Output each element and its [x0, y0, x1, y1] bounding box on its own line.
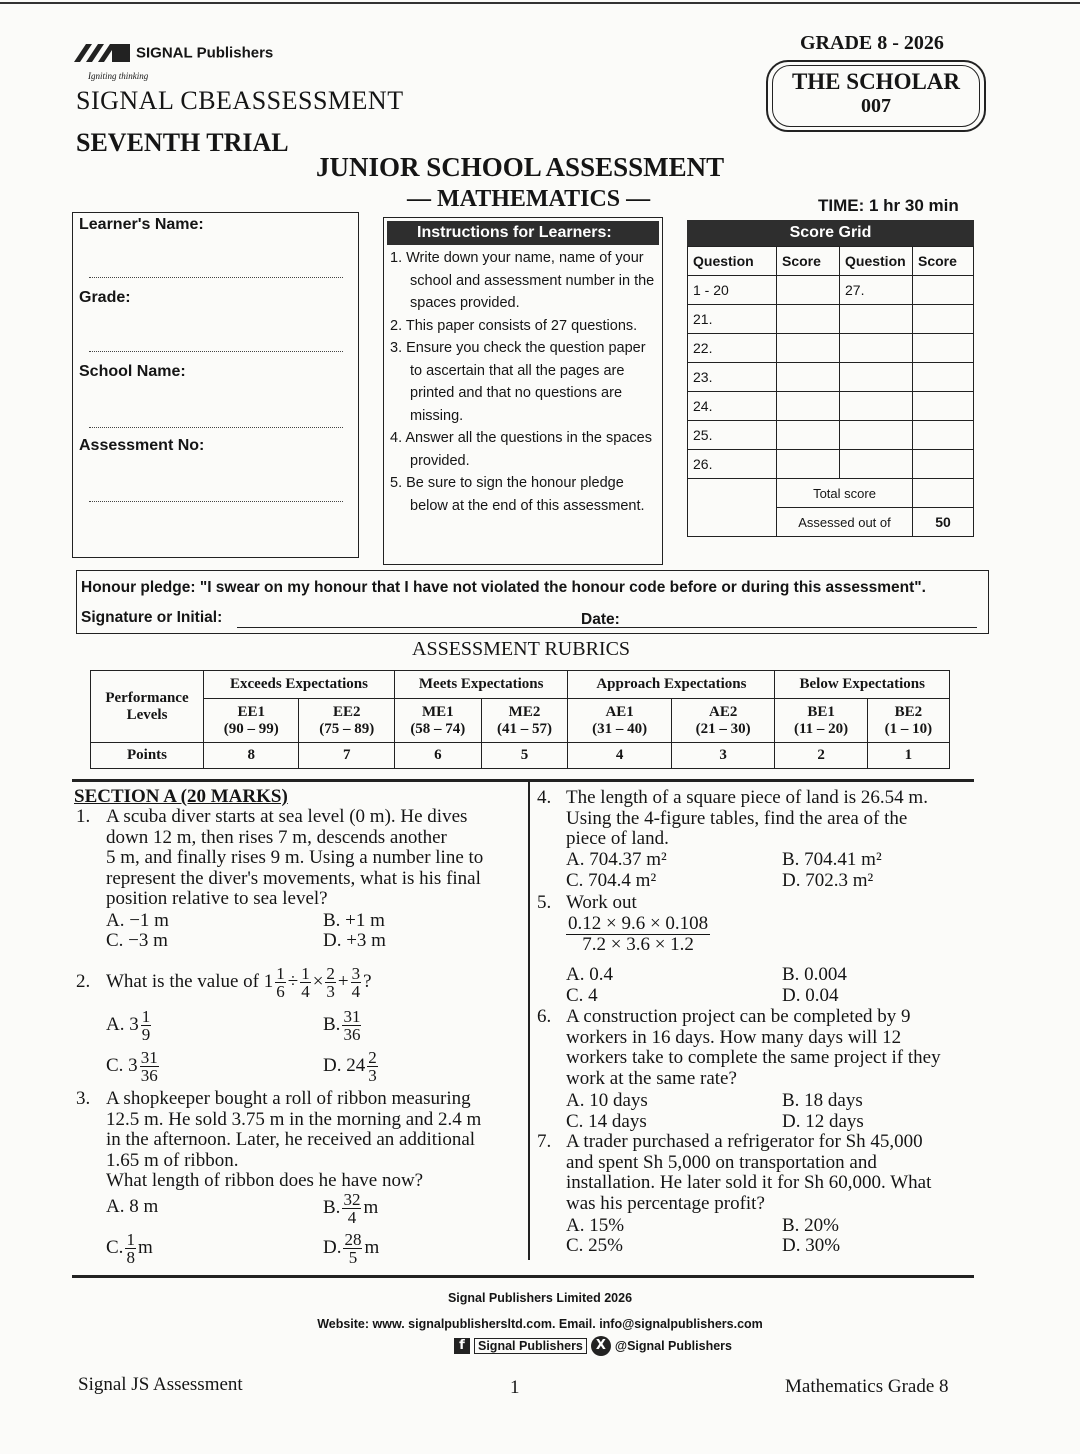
- grid-score-cell[interactable]: [777, 276, 840, 305]
- grid-question: 23.: [688, 363, 777, 392]
- q2-option-b[interactable]: [323, 1006, 363, 1044]
- instruction-item: 2. This paper consists of 27 questions.: [390, 317, 638, 334]
- question-2-stem: [106, 962, 372, 1002]
- stem-line: 1.65 m of ribbon.: [106, 1149, 239, 1171]
- rubric-group: Below Expectations: [775, 671, 950, 699]
- grid-empty-cell: [840, 421, 913, 450]
- date-label: Date:: [581, 611, 620, 628]
- option-label: B.: [323, 1014, 341, 1035]
- grid-header: Question: [688, 247, 777, 276]
- grid-score-cell[interactable]: [777, 305, 840, 334]
- q7-option-a[interactable]: A. 15%: [566, 1215, 625, 1236]
- total-score-cell[interactable]: [913, 479, 974, 508]
- grid-empty-cell: [913, 305, 974, 334]
- numerator: 28: [344, 1229, 362, 1249]
- instruction-item: 3. Ensure you check the question paper to ascertain that all the pages are printed and that no questions are missing.: [390, 340, 646, 424]
- stem-line: in the afternoon. Later, he received an additional: [106, 1129, 476, 1150]
- level-code: ME2: [508, 703, 541, 720]
- score-grid: [687, 220, 974, 537]
- q3-option-c[interactable]: [106, 1230, 153, 1266]
- question-5-number: 5.: [537, 892, 552, 913]
- stem-line: work at the same rate?: [566, 1067, 737, 1089]
- assessment-no-label: Assessment No:: [79, 437, 205, 454]
- facebook-icon: f: [454, 1338, 470, 1354]
- stem-line: down 12 m, then rises 7 m, descends another: [106, 826, 447, 848]
- option-fraction: [342, 1191, 361, 1226]
- footer-social: [454, 1336, 732, 1356]
- q2-option-c[interactable]: [106, 1047, 161, 1085]
- level-code: AE1: [605, 703, 634, 720]
- grid-header: Question: [840, 247, 913, 276]
- question-7-number: 7.: [537, 1131, 552, 1152]
- q6-option-b[interactable]: B. 18 days: [782, 1090, 863, 1111]
- q2-fraction-2: [300, 965, 311, 1000]
- q4-option-d[interactable]: D. 702.3 m²: [782, 870, 874, 891]
- grid-question: 26.: [688, 450, 777, 479]
- stem-line: A shopkeeper bought a roll of ribbon measuring: [106, 1088, 471, 1109]
- grid-score-cell[interactable]: [777, 392, 840, 421]
- main-title: JUNIOR SCHOOL ASSESSMENT: [316, 152, 725, 182]
- rubric-points: 6: [394, 743, 481, 769]
- option-unit: m: [364, 1237, 380, 1258]
- grid-empty-cell: [913, 392, 974, 421]
- rubric-level: [775, 699, 867, 743]
- stem-line: position relative to sea level?: [106, 888, 328, 909]
- option-label: D. 24: [323, 1055, 366, 1076]
- rubric-level: [394, 699, 481, 743]
- x-handle: @Signal Publishers: [614, 1339, 732, 1353]
- stem-line: What length of ribbon does he have now?: [106, 1170, 424, 1191]
- numerator: 1: [276, 963, 285, 983]
- option-label: D.: [323, 1237, 342, 1258]
- column-divider: [528, 782, 530, 1260]
- q6-option-d[interactable]: D. 12 days: [782, 1111, 864, 1132]
- assessment-name: SIGNAL CBEASSESSMENT: [76, 86, 404, 115]
- stem-line: A construction project can be completed by 9: [566, 1006, 911, 1027]
- stem-line: Using the 4-figure tables, find the area of the: [566, 807, 908, 829]
- rubric-points: 1: [867, 743, 949, 769]
- performance-levels-header: Performance Levels: [91, 671, 204, 743]
- footer-contact: Website: www. signalpublishersltd.com. Email. info@signalpublishers.com: [317, 1317, 763, 1331]
- stem-line: and spent Sh 5,000 on transportation and: [566, 1151, 877, 1173]
- grid-question: 1 - 20: [688, 276, 777, 305]
- assessed-label: Assessed out of: [777, 508, 913, 537]
- q5-numerator: 0.12 × 9.6 × 0.108: [568, 913, 709, 934]
- stem-line: A trader purchased a refrigerator for Sh 45,000: [566, 1131, 923, 1152]
- question-6-stem: [566, 1007, 976, 1089]
- publisher-logo: [72, 40, 273, 66]
- rubric-points: 3: [671, 743, 775, 769]
- instructions-title: Instructions for Learners:: [387, 221, 659, 245]
- option-label: C.: [106, 1237, 124, 1258]
- rubric-level: [568, 699, 672, 743]
- grid-score-cell[interactable]: [777, 363, 840, 392]
- grid-header: Score: [913, 247, 974, 276]
- denominator: 4: [351, 981, 361, 1001]
- operator: ÷: [287, 970, 299, 992]
- numerator: 32: [343, 1189, 361, 1209]
- instruction-item: 1. Write down your name, name of your school and assessment number in the spaces provided.: [390, 250, 655, 311]
- rubric-points: 8: [204, 743, 299, 769]
- denominator: 36: [140, 1065, 158, 1085]
- stem-line: The length of a square piece of land is 26.54 m.: [566, 787, 928, 808]
- question-3-number: 3.: [76, 1088, 91, 1109]
- numerator: 2: [326, 963, 335, 983]
- grid-empty-cell: [840, 392, 913, 421]
- publisher-tagline: Igniting thinking: [88, 71, 149, 81]
- grid-question: 25.: [688, 421, 777, 450]
- q7-option-d[interactable]: D. 30%: [782, 1235, 841, 1256]
- numerator: 1: [126, 1229, 135, 1249]
- option-label: B.: [323, 1197, 341, 1218]
- option-fraction: [343, 1231, 362, 1266]
- level-range: (11 – 20): [793, 720, 849, 737]
- instruction-item: 5. Be sure to sign the honour pledge below at the end of this assessment.: [390, 475, 645, 514]
- instructions-box: [383, 217, 663, 565]
- grid-empty-cell: [913, 363, 974, 392]
- q1-option-b[interactable]: B. +1 m: [323, 910, 385, 931]
- honour-pledge-line: [81, 579, 926, 597]
- question-mark: ?: [363, 970, 372, 992]
- grid-empty-cell: [840, 334, 913, 363]
- rubric-group: Exceeds Expectations: [204, 671, 395, 699]
- rubric-points: 5: [481, 743, 568, 769]
- denominator: 3: [326, 981, 335, 1001]
- q4-option-c[interactable]: C. 704.4 m²: [566, 870, 657, 891]
- q2-fraction-4: [351, 965, 362, 1000]
- q5-option-c[interactable]: C. 4: [566, 985, 598, 1006]
- numerator: 1: [141, 1006, 151, 1026]
- grid-header: Score: [777, 247, 840, 276]
- pledge-text: "I swear on my honour that I have not violated the honour code before or during this assessment".: [199, 579, 926, 596]
- grid-question: 22.: [688, 334, 777, 363]
- grid-score-cell[interactable]: [777, 421, 840, 450]
- rubric-level: [204, 699, 299, 743]
- q2-option-a[interactable]: [106, 1006, 153, 1044]
- denominator: 9: [141, 1024, 151, 1044]
- denominator: 4: [347, 1207, 357, 1227]
- q1-option-a[interactable]: A. −1 m: [106, 910, 169, 931]
- numerator: 31: [140, 1047, 158, 1067]
- assessment-no-field[interactable]: [89, 501, 343, 502]
- question-7-stem: [566, 1132, 976, 1214]
- denominator: 8: [126, 1247, 135, 1267]
- rubric-group: Meets Expectations: [394, 671, 567, 699]
- grid-score-cell[interactable]: [913, 276, 974, 305]
- trial-label: SEVENTH TRIAL: [76, 128, 289, 157]
- footer-left: Signal JS Assessment: [78, 1374, 243, 1395]
- q1-option-c[interactable]: C. −3 m: [106, 930, 168, 951]
- rubric-level: [481, 699, 568, 743]
- q4-option-b[interactable]: B. 704.41 m²: [782, 849, 882, 870]
- total-score-label: Total score: [777, 479, 913, 508]
- school-name-label: School Name:: [79, 363, 186, 380]
- grid-empty-cell: [913, 450, 974, 479]
- publisher-logo-text: SIGNAL Publishers: [136, 44, 274, 62]
- rubric-level: [671, 699, 775, 743]
- rubrics-table: [90, 670, 950, 769]
- signal-logo-icon: [72, 40, 132, 66]
- numerator: 31: [343, 1006, 361, 1026]
- grade-label: Grade:: [79, 289, 131, 306]
- grid-empty-cell: [913, 334, 974, 363]
- rubric-points: 4: [568, 743, 672, 769]
- grid-empty-cell: [840, 450, 913, 479]
- option-label: C. 3: [106, 1055, 138, 1076]
- stem-line: workers in 16 days. How many days will 12: [566, 1026, 902, 1048]
- grid-empty-cell: [913, 421, 974, 450]
- rubric-points: 2: [775, 743, 867, 769]
- grid-question: 27.: [840, 276, 913, 305]
- q2-fraction-3: [325, 965, 336, 1000]
- level-code: AE2: [708, 703, 738, 720]
- q3-option-a[interactable]: A. 8 m: [106, 1196, 159, 1217]
- grid-empty-cell: [840, 363, 913, 392]
- question-1-stem: [106, 807, 526, 910]
- denominator: 4: [301, 981, 310, 1001]
- level-code: ME1: [421, 703, 454, 720]
- q7-option-b[interactable]: B. 20%: [782, 1215, 839, 1236]
- stem-line: piece of land.: [566, 828, 669, 849]
- q3-option-b[interactable]: [323, 1190, 378, 1226]
- rubric-points: 7: [299, 743, 395, 769]
- stem-line: 5 m, and finally rises 9 m. Using a number line to: [106, 847, 484, 868]
- option-fraction: [141, 1008, 152, 1043]
- stem-line: 12.5 m. He sold 3.75 m in the morning and 2.4 m: [106, 1108, 482, 1130]
- school-name-field[interactable]: [89, 427, 343, 428]
- section-top-rule: [72, 779, 974, 782]
- rubrics-title: ASSESSMENT RUBRICS: [412, 638, 631, 660]
- footer-company: Signal Publishers Limited 2026: [447, 1291, 633, 1305]
- rubric-group: Approach Expectations: [568, 671, 775, 699]
- stem-line: was his percentage profit?: [566, 1192, 765, 1214]
- question-4-number: 4.: [537, 787, 552, 808]
- q7-option-c[interactable]: C. 25%: [566, 1235, 623, 1256]
- grid-empty-cell: [688, 479, 777, 537]
- q2-fraction-1: [275, 965, 286, 1000]
- q3-option-d[interactable]: [323, 1230, 379, 1266]
- page-number: 1: [510, 1377, 520, 1398]
- grid-score-cell[interactable]: [777, 334, 840, 363]
- q6-option-a[interactable]: A. 10 days: [566, 1090, 648, 1111]
- denominator: 5: [348, 1247, 358, 1267]
- time-label: TIME: 1 hr 30 min: [818, 196, 959, 215]
- option-fraction: [367, 1049, 378, 1084]
- section-title: SECTION A (20 MARKS): [74, 786, 288, 807]
- rubric-level: [299, 699, 395, 743]
- grade-field[interactable]: [89, 351, 343, 352]
- option-fraction: [342, 1008, 361, 1043]
- learner-details-box: [72, 212, 359, 558]
- points-header: Points: [91, 743, 204, 769]
- honour-pledge-box: [76, 570, 989, 634]
- stem-line: installation. He later sold it for Sh 60,000. What: [566, 1172, 932, 1193]
- numerator: 3: [351, 963, 361, 983]
- q2-stem-text: What is the value of 1: [106, 970, 274, 992]
- score-grid-table: [687, 246, 974, 537]
- question-4-stem: [566, 788, 976, 850]
- denominator: 6: [276, 981, 285, 1001]
- operator: +: [337, 970, 349, 992]
- assessed-value: 50: [913, 508, 974, 537]
- option-unit: m: [363, 1197, 379, 1218]
- q4-option-a[interactable]: A. 704.37 m²: [566, 849, 667, 870]
- instruction-item: 4. Answer all the questions in the spaces provided.: [390, 430, 652, 469]
- q5-option-d[interactable]: D. 0.04: [782, 985, 839, 1006]
- denominator: 36: [343, 1024, 361, 1044]
- numerator: 1: [301, 963, 310, 983]
- signature-label: Signature or Initial:: [81, 609, 223, 626]
- badge-line2: 007: [861, 95, 891, 117]
- level-range: (90 – 99): [223, 720, 279, 737]
- instructions-list: [384, 245, 662, 517]
- level-range: (41 – 57): [497, 720, 552, 737]
- level-range: (75 – 89): [319, 720, 375, 737]
- grid-empty-cell: [840, 305, 913, 334]
- pledge-label: Honour pledge:: [81, 579, 196, 596]
- stem-line: represent the diver's movements, what is his final: [106, 867, 481, 889]
- q5-option-a[interactable]: A. 0.4: [566, 964, 613, 985]
- option-unit: m: [137, 1237, 153, 1258]
- learner-name-label: Learner's Name:: [79, 216, 204, 233]
- x-icon: X: [591, 1336, 611, 1356]
- level-range: (58 – 74): [410, 720, 466, 737]
- stem-line: A scuba diver starts at sea level (0 m). He dives: [106, 806, 468, 827]
- subject-title: — MATHEMATICS —: [407, 186, 651, 212]
- question-3-stem: [106, 1089, 526, 1192]
- question-1-number: 1.: [76, 806, 91, 827]
- denominator: 3: [368, 1065, 377, 1085]
- question-5-stem: Work out: [566, 892, 637, 913]
- q6-option-c[interactable]: C. 14 days: [566, 1111, 647, 1132]
- grid-question: 24.: [688, 392, 777, 421]
- q5-option-b[interactable]: B. 0.004: [782, 964, 847, 985]
- level-range: (1 – 10): [884, 720, 933, 737]
- level-range: (21 – 30): [695, 720, 751, 737]
- date-field[interactable]: [625, 627, 977, 628]
- stem-line: workers take to complete the same project if they: [566, 1047, 941, 1068]
- question-6-number: 6.: [537, 1006, 552, 1027]
- operator: ×: [312, 970, 324, 992]
- learner-name-field[interactable]: [89, 277, 343, 278]
- level-range: (31 – 40): [592, 720, 648, 737]
- footer-right: Mathematics Grade 8: [785, 1376, 949, 1397]
- q5-denominator: 7.2 × 3.6 × 1.2: [582, 934, 694, 955]
- level-code: EE1: [237, 703, 265, 720]
- option-fraction: [140, 1049, 159, 1084]
- grid-question: 21.: [688, 305, 777, 334]
- grade-year: GRADE 8 - 2026: [800, 32, 944, 54]
- grid-score-cell[interactable]: [777, 450, 840, 479]
- level-code: BE2: [894, 703, 923, 720]
- q2-option-d[interactable]: [323, 1047, 380, 1085]
- option-fraction: [125, 1231, 136, 1266]
- q1-option-d[interactable]: D. +3 m: [323, 930, 386, 951]
- badge-line1: THE SCHOLAR: [791, 69, 961, 94]
- q5-expression: [566, 914, 710, 955]
- level-code: BE1: [807, 703, 835, 720]
- scholar-badge-inner: [772, 65, 980, 127]
- question-2-number: 2.: [76, 971, 91, 992]
- numerator: 2: [368, 1047, 377, 1067]
- top-rule: [0, 2, 1080, 4]
- option-label: A. 3: [106, 1014, 139, 1035]
- facebook-handle: Signal Publishers: [474, 1338, 587, 1354]
- section-bottom-rule: [72, 1275, 974, 1278]
- score-grid-title: Score Grid: [687, 220, 974, 246]
- level-code: EE2: [332, 703, 361, 720]
- rubric-level: [867, 699, 949, 743]
